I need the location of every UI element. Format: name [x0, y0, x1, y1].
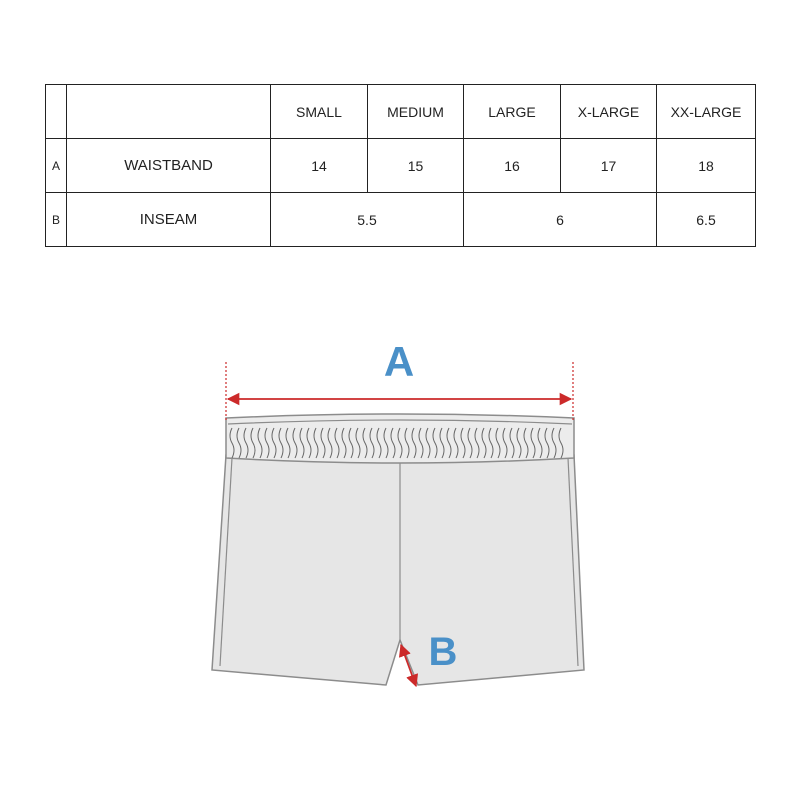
measure-label-b: B: [428, 630, 458, 674]
waistband-medium-value: 15: [368, 139, 464, 193]
row-name-inseam: INSEAM: [67, 193, 271, 247]
shorts-body: [212, 455, 584, 685]
inseam-row: [46, 193, 756, 247]
header-xx-large: XX-LARGE: [657, 85, 756, 139]
waistband-row: [46, 139, 756, 193]
waistband: [226, 414, 574, 463]
waistband-large-value: 16: [464, 139, 561, 193]
header-small: SMALL: [271, 85, 368, 139]
row-name-waistband: WAISTBAND: [67, 139, 271, 193]
header-code-cell: [46, 85, 67, 139]
shorts-diagram: [0, 300, 800, 720]
row-code-a: A: [46, 139, 67, 193]
header-x-large: X-LARGE: [561, 85, 657, 139]
inseam-large-x-large-value: 6: [464, 193, 657, 247]
header-large: LARGE: [464, 85, 561, 139]
waistband-small-value: 14: [271, 139, 368, 193]
header-name-cell: [67, 85, 271, 139]
row-code-b: B: [46, 193, 67, 247]
waistband-xx-large-value: 18: [657, 139, 756, 193]
header-medium: MEDIUM: [368, 85, 464, 139]
header-row: [46, 85, 756, 139]
waistband-x-large-value: 17: [561, 139, 657, 193]
measure-label-a: A: [383, 338, 415, 385]
inseam-small-medium-value: 5.5: [271, 193, 464, 247]
inseam-xx-large-value: 6.5: [657, 193, 756, 247]
size-chart-table: [45, 84, 756, 247]
